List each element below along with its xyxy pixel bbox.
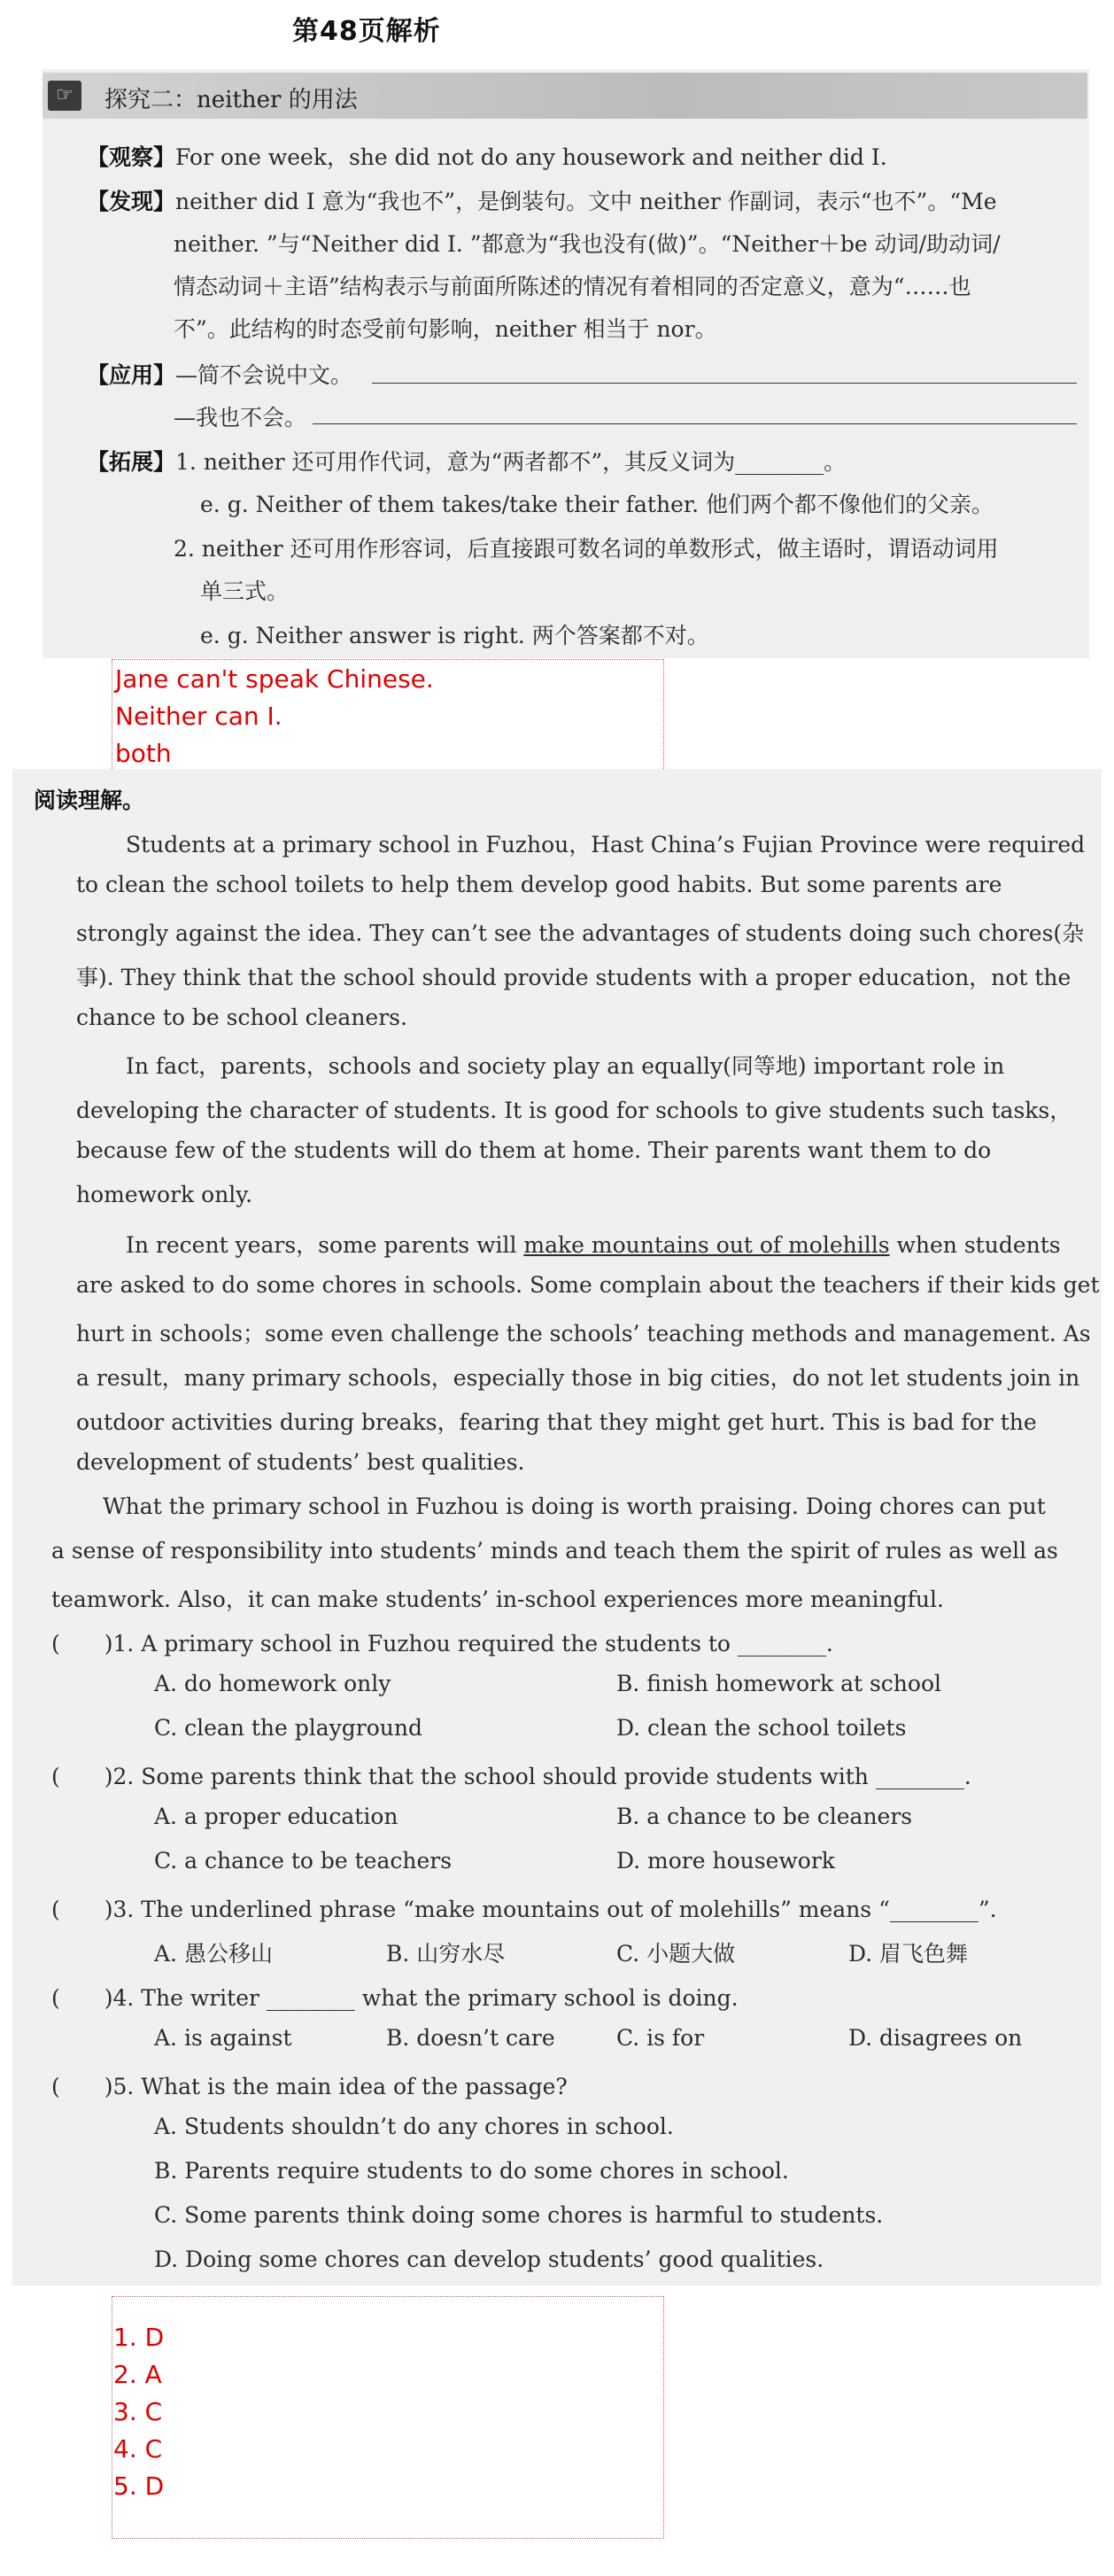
para3-line-6: development of students’ best qualities. bbox=[76, 1449, 525, 1475]
scan-section-reading bbox=[12, 769, 1102, 2285]
q3-option-d: D. 眉飞色舞 bbox=[848, 1941, 969, 1967]
extend-line-2: e. g. Neither of them takes/take their father. 他们两个都不像他们的父亲。 bbox=[200, 492, 994, 517]
para4-line-3: teamwork. Also，it can make students’ in-school experiences more meaningful. bbox=[51, 1587, 944, 1612]
extend-line-4: 单三式。 bbox=[200, 578, 290, 604]
extend-line-1 bbox=[87, 445, 846, 477]
discover-text-1: neither did I 意为“我也不”，是倒装句。文中 neither 作副词，表示“也不”。“Me bbox=[175, 189, 997, 214]
q1-option-a: A. do homework only bbox=[154, 1671, 391, 1696]
answer-2-line-3: 3. C bbox=[113, 2397, 163, 2426]
answer-2-line-2: 2. A bbox=[113, 2360, 162, 2389]
observe-line bbox=[87, 140, 887, 172]
para2-line-1: In fact，parents，schools and society play an equally(同等地) important role in bbox=[126, 1053, 1005, 1079]
q2-option-b: B. a chance to be cleaners bbox=[616, 1804, 913, 1829]
extend-tag: 【拓展】 bbox=[87, 449, 176, 475]
question-5-stem: ( )5. What is the main idea of the passage? bbox=[51, 2074, 568, 2099]
q4-option-d: D. disagrees on bbox=[848, 2025, 1023, 2051]
para2-line-2: developing the character of students. It is good for schools to give students such tasks， bbox=[76, 1098, 1072, 1123]
discover-line-2: neither. ”与“Neither did I. ”都意为“我也没有(做)”。“Neither＋be 动词/助动词/ bbox=[174, 231, 1001, 257]
extend-text-1: 1. neither 还可用作代词，意为“两者都不”，其反义词为________。 bbox=[175, 449, 847, 475]
para1-line-2: to clean the school toilets to help them develop good habits. But some parents are bbox=[76, 872, 1002, 897]
observe-tag: 【观察】 bbox=[87, 144, 176, 170]
observe-text: For one week，she did not do any housework and neither did I. bbox=[175, 144, 887, 170]
page-title: 第48页解析 bbox=[292, 16, 441, 47]
q3-option-b: B. 山穷水尽 bbox=[386, 1941, 506, 1967]
apply-line-2: —我也不会。 bbox=[174, 405, 307, 431]
q1-option-d: D. clean the school toilets bbox=[616, 1715, 907, 1741]
q2-option-d: D. more housework bbox=[616, 1848, 835, 1874]
answer-2-line-4: 4. C bbox=[113, 2434, 163, 2463]
para3-line-4: a result，many primary schools，especially those in big cities，do not let students join in bbox=[76, 1365, 1080, 1391]
para1-line-5: chance to be school cleaners. bbox=[76, 1005, 407, 1030]
q2-option-c: C. a chance to be teachers bbox=[154, 1848, 453, 1874]
answer-1-line-3: both bbox=[115, 739, 172, 768]
answer-2-line-1: 1. D bbox=[113, 2323, 165, 2352]
q5-option-b: B. Parents require students to do some chores in school. bbox=[154, 2158, 789, 2184]
apply-blank-2 bbox=[313, 402, 1077, 424]
discover-tag: 【发现】 bbox=[87, 189, 176, 214]
q5-option-c: C. Some parents think doing some chores is harmful to students. bbox=[154, 2202, 884, 2228]
answer-box-2 bbox=[112, 2296, 664, 2539]
apply-blank-1 bbox=[372, 361, 1077, 384]
underlined-phrase: make mountains out of molehills bbox=[523, 1232, 890, 1258]
para3-post: when students bbox=[889, 1232, 1061, 1258]
para1-line-3: strongly against the idea. They can’t see the advantages of students doing such chores(杂 bbox=[76, 920, 1085, 946]
para3-line-2: are asked to do some chores in schools. Some complain about the teachers if their kids get bbox=[76, 1272, 1100, 1298]
para3-line-3: hurt in schools；some even challenge the schools’ teaching methods and management. As bbox=[76, 1321, 1091, 1346]
discover-line-4: 不”。此结构的时态受前句影响，neither 相当于 nor。 bbox=[174, 316, 717, 342]
q1-option-b: B. finish homework at school bbox=[616, 1671, 941, 1696]
q4-option-b: B. doesn’t care bbox=[386, 2025, 555, 2051]
para1-line-1: Students at a primary school in Fuzhou，Hast China’s Fujian Province were required bbox=[126, 832, 1086, 857]
apply-line-1 bbox=[87, 358, 352, 390]
para3-pre: In recent years，some parents will bbox=[126, 1232, 524, 1258]
scan-section-neither bbox=[43, 69, 1089, 658]
reading-title: 阅读理解。 bbox=[34, 788, 145, 813]
question-4-stem: ( )4. The writer ________ what the primary school is doing. bbox=[51, 1985, 739, 2011]
answer-1-line-2: Neither can I. bbox=[115, 702, 282, 731]
apply-tag: 【应用】 bbox=[87, 362, 176, 388]
q5-option-d: D. Doing some chores can develop students’ good qualities. bbox=[154, 2246, 824, 2272]
q2-option-a: A. a proper education bbox=[154, 1804, 398, 1829]
q4-option-c: C. is for bbox=[616, 2025, 705, 2051]
section-header: 探究二：neither 的用法 bbox=[104, 87, 358, 113]
apply-text-1: —简不会说中文。 bbox=[175, 362, 353, 388]
question-3-stem: ( )3. The underlined phrase “make mountains out of molehills” means “________”. bbox=[51, 1897, 997, 1922]
para2-line-4: homework only. bbox=[76, 1182, 253, 1207]
para1-line-4: 事). They think that the school should provide students with a proper education，not the bbox=[76, 965, 1071, 990]
question-2-stem: ( )2. Some parents think that the school should provide students with ________. bbox=[51, 1764, 971, 1789]
question-1-stem: ( )1. A primary school in Fuzhou required the students to ________. bbox=[51, 1631, 833, 1657]
para3-line-1 bbox=[126, 1228, 1061, 1260]
para2-line-3: because few of the students will do them at home. Their parents want them to do bbox=[76, 1137, 992, 1163]
para4-line-1: What the primary school in Fuzhou is doing is worth praising. Doing chores can put bbox=[103, 1494, 1046, 1519]
q3-option-c: C. 小题大做 bbox=[616, 1941, 736, 1967]
q4-option-a: A. is against bbox=[154, 2025, 292, 2051]
discover-line-1 bbox=[87, 184, 997, 216]
answer-1-line-1: Jane can't speak Chinese. bbox=[115, 664, 434, 694]
extend-line-3: 2. neither 还可用作形容词，后直接跟可数名词的单数形式，做主语时，谓语动词用 bbox=[174, 536, 999, 562]
pointing-hand-icon: ☞ bbox=[48, 81, 81, 111]
q1-option-c: C. clean the playground bbox=[154, 1715, 423, 1741]
para4-line-2: a sense of responsibility into students’ minds and teach them the spirit of rules as well as bbox=[51, 1538, 1058, 1563]
section-header-bar bbox=[43, 73, 1087, 119]
q3-option-a: A. 愚公移山 bbox=[154, 1941, 273, 1967]
extend-line-5: e. g. Neither answer is right. 两个答案都不对。 bbox=[200, 623, 709, 648]
para3-line-5: outdoor activities during breaks，fearing that they might get hurt. This is bad for the bbox=[76, 1409, 1037, 1435]
answer-2-line-5: 5. D bbox=[113, 2471, 165, 2501]
q5-option-a: A. Students shouldn’t do any chores in school. bbox=[154, 2114, 674, 2139]
discover-line-3: 情态动词＋主语”结构表示与前面所陈述的情况有着相同的否定意义，意为“……也 bbox=[174, 274, 971, 299]
